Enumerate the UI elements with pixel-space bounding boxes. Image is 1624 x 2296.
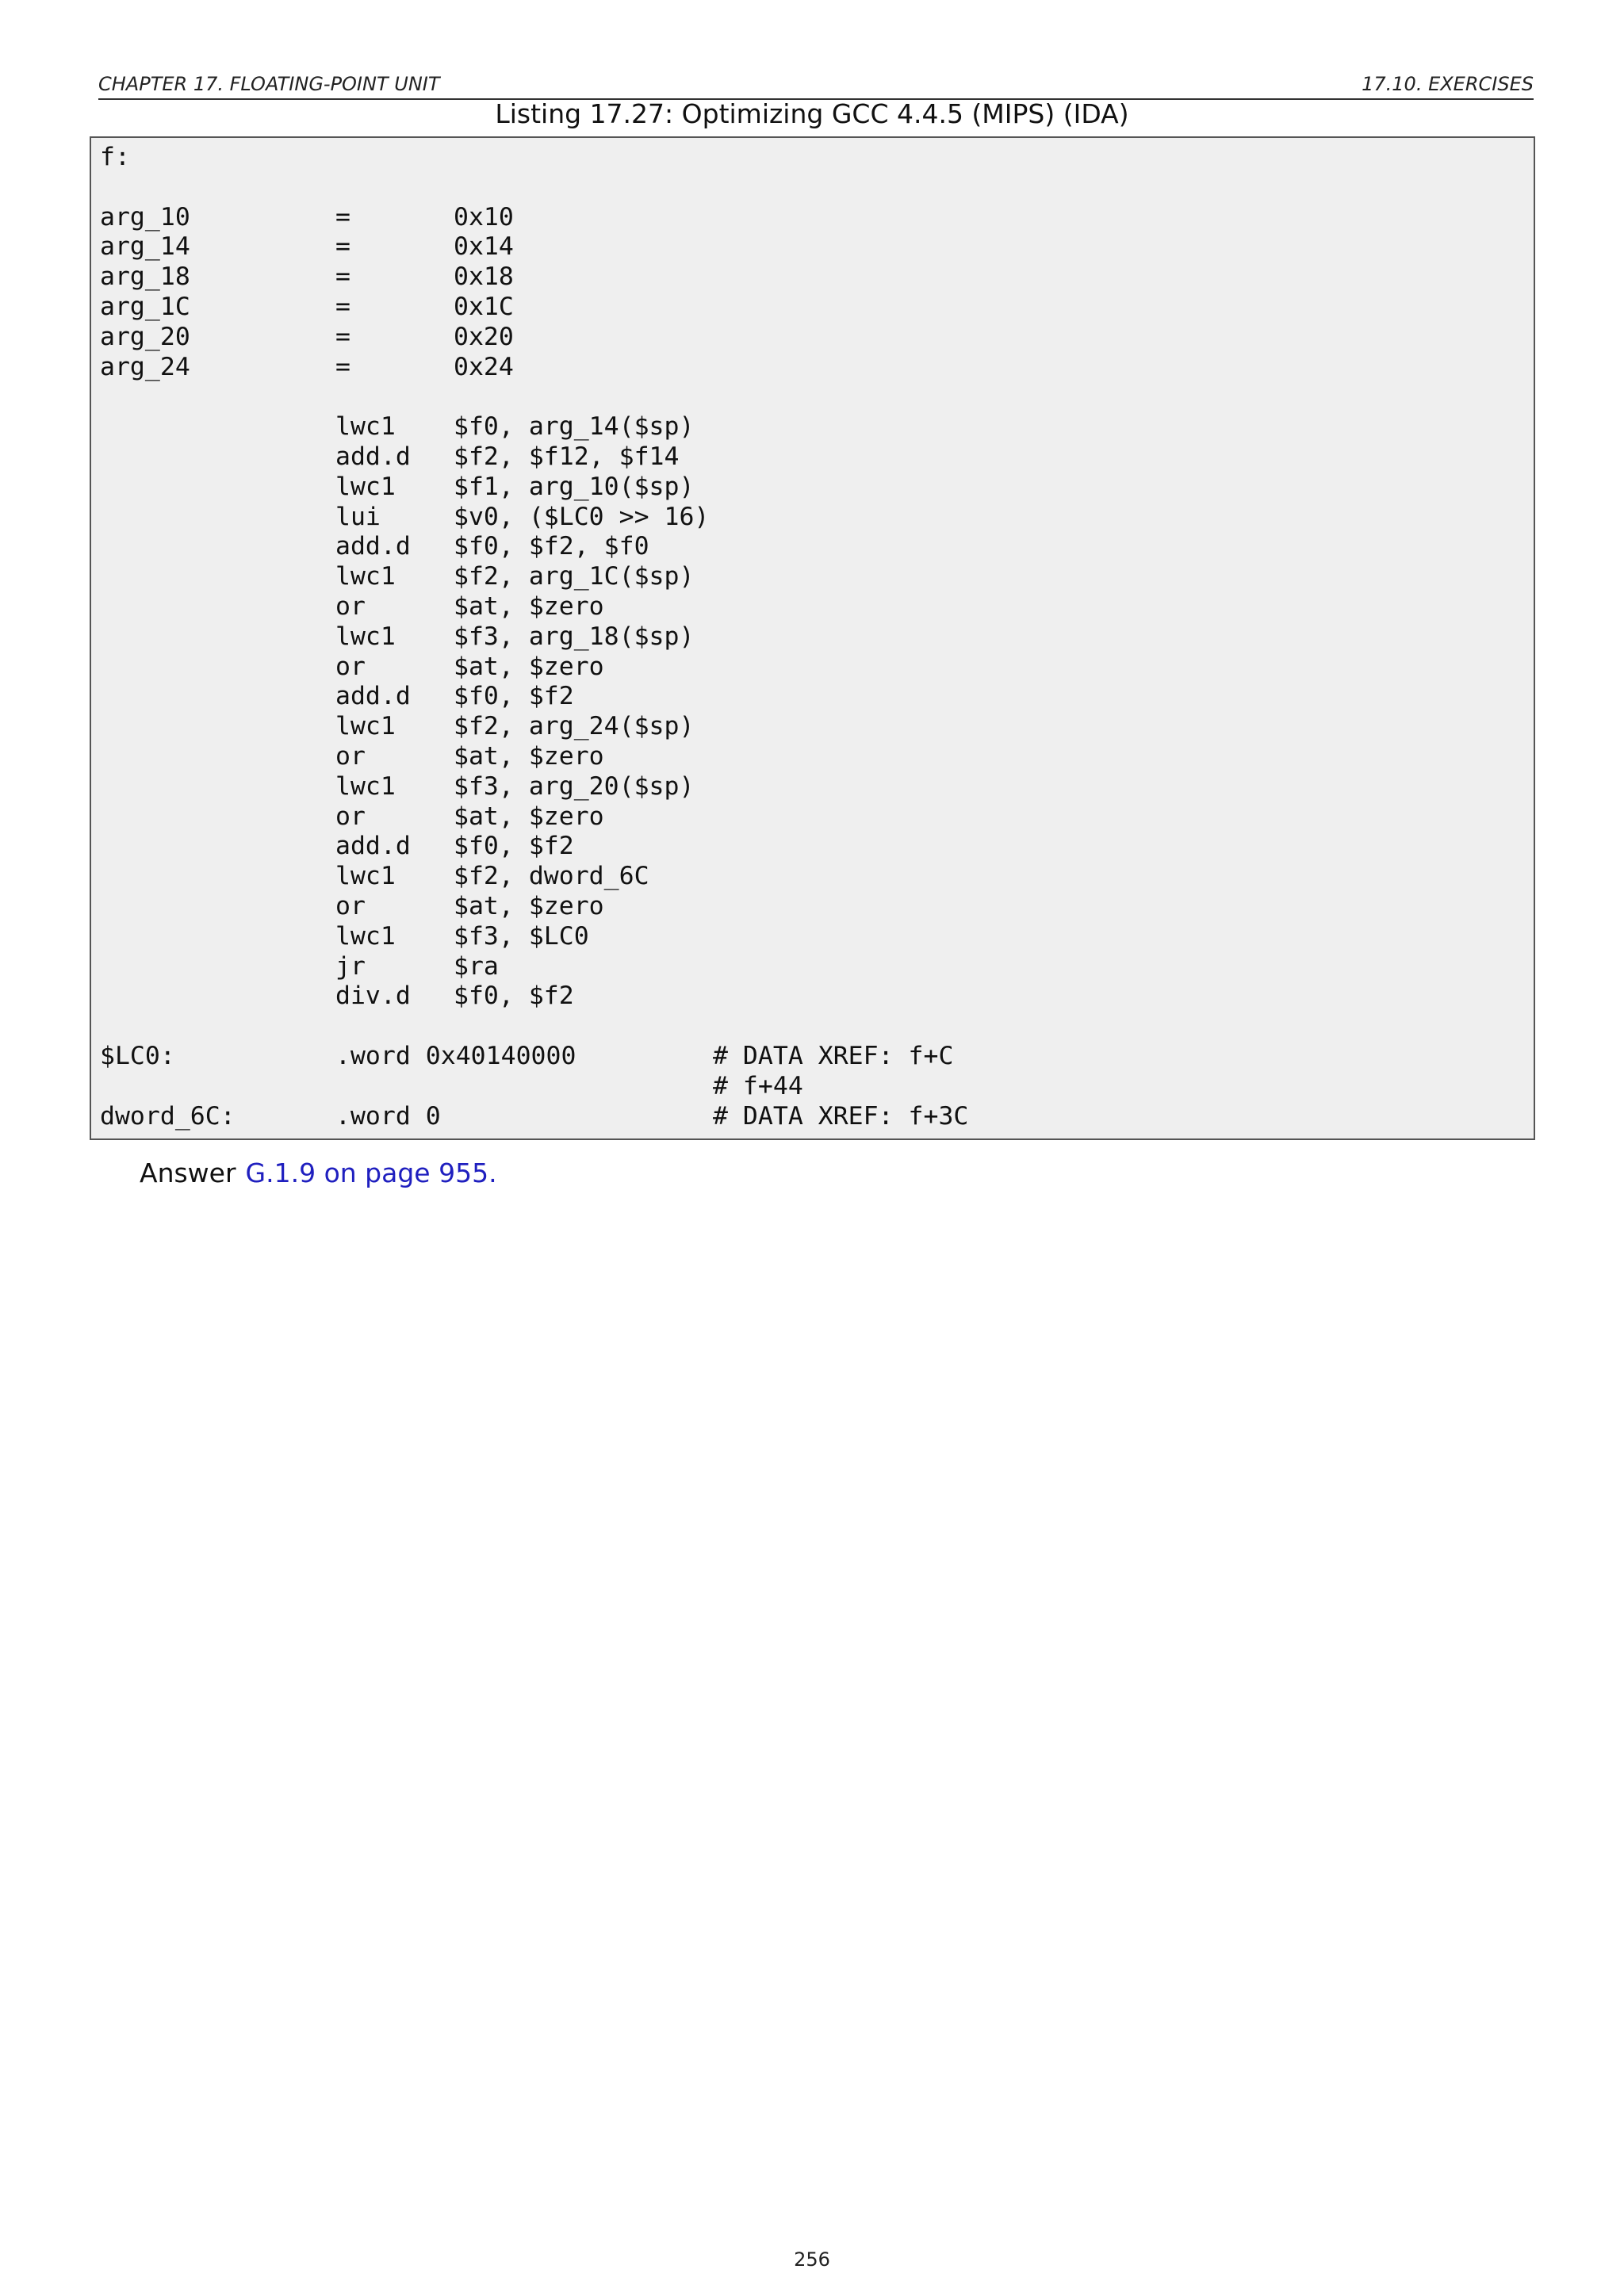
code-mnemonic: lwc1 [335, 712, 396, 741]
code-operands: 0x1C [454, 292, 514, 321]
code-mnemonic: add.d [335, 682, 411, 711]
code-line [100, 922, 1519, 952]
code-mnemonic: or [335, 652, 366, 681]
code-operands: $f0, $f2 [454, 982, 574, 1011]
code-label: $LC0: [100, 1041, 175, 1070]
code-operands: $at, $zero [454, 652, 604, 681]
code-line [100, 592, 1519, 622]
code-operands: 0x14 [454, 232, 514, 262]
code-line [100, 952, 1519, 982]
code-label: arg_20 [100, 322, 190, 351]
code-mnemonic: lwc1 [335, 622, 396, 651]
code-line [100, 562, 1519, 592]
code-operands: 0x24 [454, 352, 514, 381]
code-comment: # f+44 [713, 1071, 803, 1100]
code-line [100, 262, 1519, 293]
code-mnemonic: lwc1 [335, 862, 396, 891]
code-comment: # DATA XREF: f+3C [713, 1101, 969, 1131]
code-operands: $f0, $f2 [454, 832, 574, 861]
code-line [100, 232, 1519, 262]
code-line [100, 742, 1519, 772]
code-line [100, 802, 1519, 832]
code-mnemonic: or [335, 891, 366, 920]
code-mnemonic: or [335, 802, 366, 831]
code-line [100, 1102, 1519, 1132]
code-mnemonic: = [335, 202, 350, 232]
code-mnemonic: lwc1 [335, 412, 396, 442]
answer-label: Answer [140, 1158, 236, 1188]
code-operands: $f3, arg_18($sp) [454, 622, 695, 651]
code-comment: # DATA XREF: f+C [713, 1041, 954, 1070]
code-label: arg_10 [100, 202, 190, 232]
code-mnemonic: lwc1 [335, 472, 396, 501]
code-line [100, 293, 1519, 323]
code-line [100, 772, 1519, 802]
code-mnemonic: .word 0 [335, 1101, 441, 1131]
answer-line [140, 1158, 497, 1188]
code-mnemonic: or [335, 591, 366, 621]
code-operands: $at, $zero [454, 891, 604, 920]
code-line [100, 353, 1519, 383]
code-line [100, 532, 1519, 562]
code-line [100, 503, 1519, 533]
code-mnemonic: = [335, 232, 350, 262]
code-line [100, 412, 1519, 442]
code-operands: 0x20 [454, 322, 514, 351]
code-listing [90, 136, 1535, 1140]
code-line [100, 473, 1519, 503]
code-label: arg_1C [100, 292, 190, 321]
chapter-title: CHAPTER 17. FLOATING-POINT UNIT [98, 73, 440, 95]
code-mnemonic: or [335, 741, 366, 771]
code-label: f: [100, 143, 130, 171]
code-line [100, 622, 1519, 652]
code-mnemonic: = [335, 322, 350, 351]
code-mnemonic: = [335, 292, 350, 321]
listing-caption: Listing 17.27: Optimizing GCC 4.4.5 (MIPS) (IDA) [495, 98, 1129, 129]
code-label: dword_6C: [100, 1101, 236, 1131]
code-line [100, 1072, 1519, 1102]
code-mnemonic: lwc1 [335, 921, 396, 951]
code-mnemonic: add.d [335, 532, 411, 561]
code-line [100, 892, 1519, 922]
code-label: arg_14 [100, 232, 190, 262]
code-line [100, 652, 1519, 683]
code-mnemonic: = [335, 352, 350, 381]
code-line [100, 682, 1519, 712]
code-line [100, 982, 1519, 1012]
code-operands: $f1, arg_10($sp) [454, 472, 695, 501]
running-header [98, 70, 1534, 100]
code-operands: $at, $zero [454, 591, 604, 621]
code-line [100, 1012, 1519, 1042]
code-line [100, 862, 1519, 892]
code-mnemonic: add.d [335, 442, 411, 471]
code-line [100, 323, 1519, 353]
code-block [100, 143, 1519, 1131]
code-operands: $at, $zero [454, 802, 604, 831]
answer-link[interactable]: G.1.9 on page 955. [245, 1158, 497, 1188]
code-line [100, 173, 1519, 203]
code-operands: 0x10 [454, 202, 514, 232]
code-mnemonic: lui [335, 502, 381, 531]
code-mnemonic: .word 0x40140000 [335, 1041, 576, 1070]
code-operands: $f0, arg_14($sp) [454, 412, 695, 442]
code-mnemonic: jr [335, 951, 366, 981]
code-line [100, 442, 1519, 473]
code-mnemonic: = [335, 262, 350, 292]
code-label: arg_18 [100, 262, 190, 292]
code-operands: $v0, ($LC0 >> 16) [454, 502, 710, 531]
code-line [100, 203, 1519, 233]
code-operands: $f0, $f2 [454, 682, 574, 711]
code-line [100, 382, 1519, 412]
page-number: 256 [794, 2248, 830, 2271]
code-operands: $at, $zero [454, 741, 604, 771]
code-operands: $f2, $f12, $f14 [454, 442, 680, 471]
code-mnemonic: add.d [335, 832, 411, 861]
code-operands: $f2, arg_24($sp) [454, 712, 695, 741]
section-title: 17.10. EXERCISES [1362, 73, 1534, 95]
code-line [100, 832, 1519, 862]
code-operands: $f3, arg_20($sp) [454, 771, 695, 801]
code-line [100, 1042, 1519, 1072]
code-operands: $f2, arg_1C($sp) [454, 562, 695, 591]
code-line [100, 143, 1519, 173]
code-operands: $f0, $f2, $f0 [454, 532, 649, 561]
code-line [100, 712, 1519, 742]
code-mnemonic: div.d [335, 982, 411, 1011]
code-operands: 0x18 [454, 262, 514, 292]
code-label: arg_24 [100, 352, 190, 381]
code-operands: $ra [454, 951, 499, 981]
code-operands: $f2, dword_6C [454, 862, 649, 891]
code-mnemonic: lwc1 [335, 562, 396, 591]
code-operands: $f3, $LC0 [454, 921, 589, 951]
code-mnemonic: lwc1 [335, 771, 396, 801]
